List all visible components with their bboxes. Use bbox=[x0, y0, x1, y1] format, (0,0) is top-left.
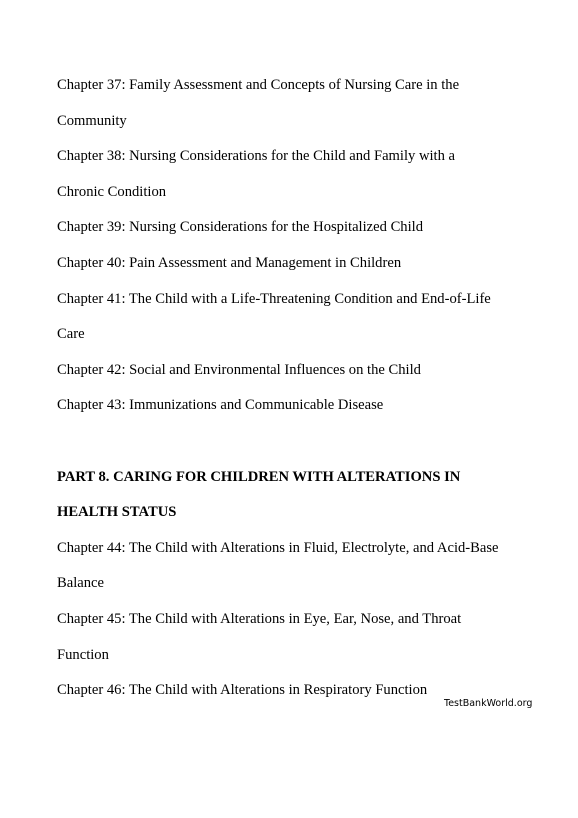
chapter-44-title-cont: Balance bbox=[57, 575, 104, 592]
section-spacer bbox=[57, 424, 537, 460]
table-of-contents bbox=[57, 68, 537, 709]
chapter-37-title: Chapter 37: Family Assessment and Concepts of Nursing Care in the bbox=[57, 77, 460, 93]
chapter-46-title: Chapter 46: The Child with Alterations in Respiratory Function bbox=[57, 682, 428, 699]
footer-watermark: TestBankWorld.org bbox=[444, 698, 533, 709]
part-8-heading-cont: HEALTH STATUS bbox=[57, 504, 177, 521]
chapter-37-title-cont: Community bbox=[57, 112, 127, 129]
chapter-42-title: Chapter 42: Social and Environmental Influences on the Child bbox=[57, 361, 421, 378]
chapter-41-title: Chapter 41: The Child with a Life-Threatening Condition and End-of-Life bbox=[57, 290, 491, 307]
chapter-39-title: Chapter 39: Nursing Considerations for the Hospitalized Child bbox=[57, 219, 424, 236]
chapter-40-title: Chapter 40: Pain Assessment and Management in Children bbox=[57, 254, 402, 271]
chapter-38-title: Chapter 38: Nursing Considerations for the Child and Family with a bbox=[57, 148, 456, 165]
chapter-41-title-cont: Care bbox=[57, 326, 85, 343]
chapter-38-title-cont: Chronic Condition bbox=[57, 183, 167, 200]
chapter-45-title: Chapter 45: The Child with Alterations in Eye, Ear, Nose, and Throat bbox=[57, 610, 462, 627]
chapter-45-title-cont: Function bbox=[57, 646, 109, 663]
part-8-heading: PART 8. CARING FOR CHILDREN WITH ALTERATIONS IN bbox=[57, 468, 461, 485]
chapter-44-title: Chapter 44: The Child with Alterations in Fluid, Electrolyte, and Acid-Base bbox=[57, 539, 499, 556]
chapter-43-title: Chapter 43: Immunizations and Communicable Disease bbox=[57, 397, 384, 414]
